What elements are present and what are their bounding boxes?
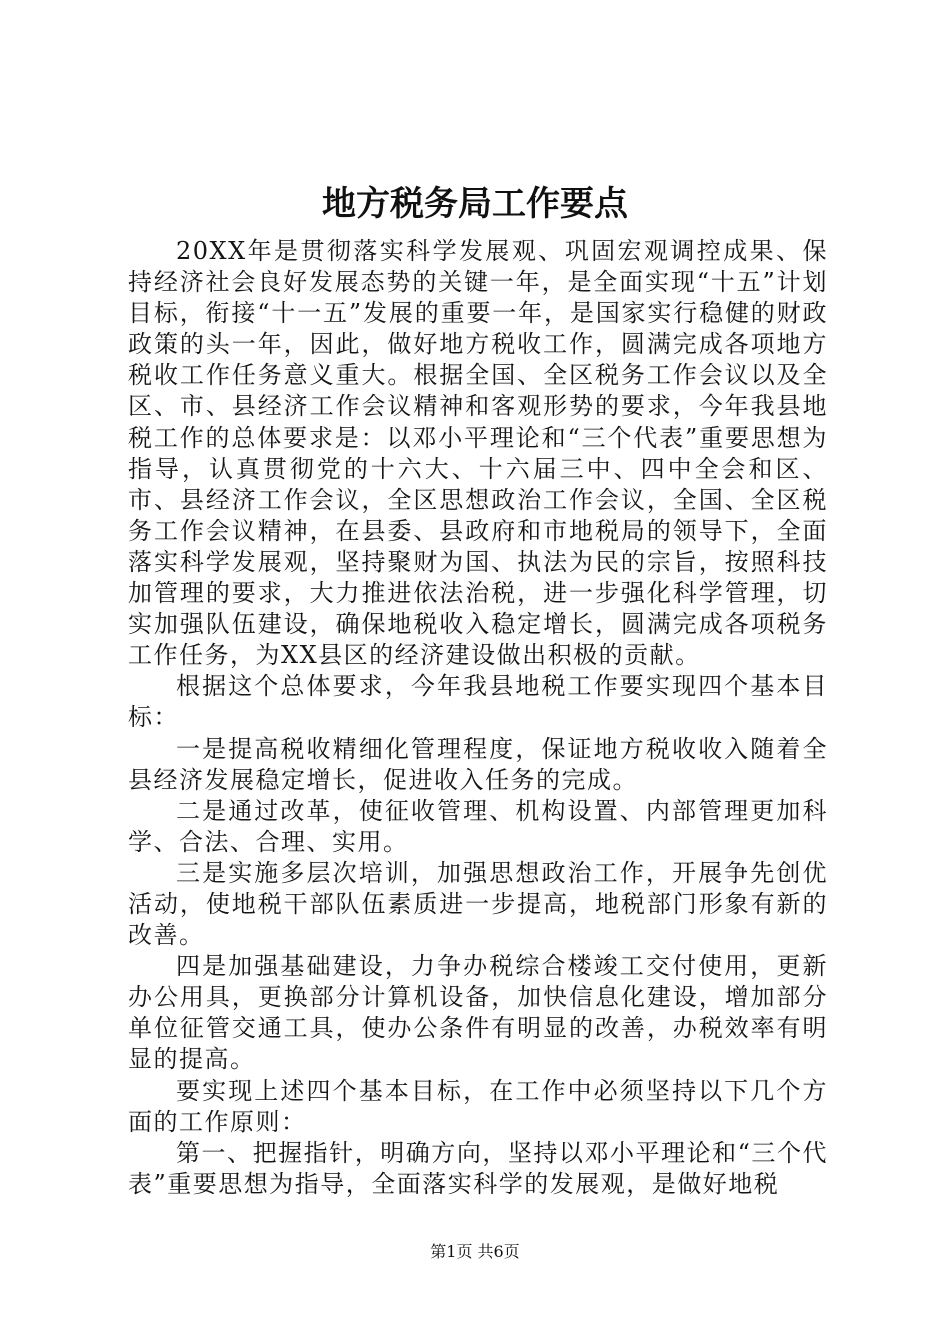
paragraph-principles-intro: 要实现上述四个基本目标，在工作中必须坚持以下几个方面的工作原则： (128, 1076, 828, 1136)
paragraph-goal-two: 二是通过改革，使征收管理、机构设置、内部管理更加科学、合法、合理、实用。 (128, 796, 828, 856)
document-body (128, 236, 828, 1200)
paragraph-goal-one: 一是提高税收精细化管理程度，保证地方税收收入随着全县经济发展稳定增长，促进收入任务的完成。 (128, 734, 828, 794)
page-footer: 第1页 共6页 (430, 1242, 520, 1261)
paragraph-principle-one: 第一、把握指针，明确方向，坚持以邓小平理论和“三个代表”重要思想为指导，全面落实科学的发展观，是做好地税 (128, 1138, 828, 1198)
paragraph-four-goals-intro: 根据这个总体要求，今年我县地税工作要实现四个基本目标： (128, 672, 828, 732)
paragraph-overall-requirements: 20XX年是贯彻落实科学发展观、巩固宏观调控成果、保持经济社会良好发展态势的关键一年，是全面实现“十五”计划目标，衔接“十一五”发展的重要一年，是国家实行稳健的财政政策的头一年，因此，做好地方税收工作，圆满完成各项地方税收工作任务意义重大。根据全国、全区税务工作会议以及全区、市、县经济工作会议精神和客观形势的要求，今年我县地税工作的总体要求是：以邓小平理论和“三个代表”重要思想为指导，认真贯彻党的十六大、十六届三中、四中全会和区、市、县经济工作会议，全区思想政治工作会议，全国、全区税务工作会议精神，在县委、县政府和市地税局的领导下，全面落实科学发展观，坚持聚财为国、执法为民的宗旨，按照科技加管理的要求，大力推进依法治税，进一步强化科学管理，切实加强队伍建设，确保地税收入稳定增长，圆满完成各项税务工作任务，为XX县区的经济建设做出积极的贡献。 (128, 237, 828, 670)
paragraph-goal-three: 三是实施多层次培训，加强思想政治工作，开展争先创优活动，使地税干部队伍素质进一步提高，地税部门形象有新的改善。 (128, 858, 828, 950)
document-title: 地方税务局工作要点 (322, 184, 628, 224)
paragraph-goal-four: 四是加强基础建设，力争办税综合楼竣工交付使用，更新办公用具，更换部分计算机设备，加快信息化建设，增加部分单位征管交通工具，使办公条件有明显的改善，办税效率有明显的提高。 (128, 952, 828, 1074)
